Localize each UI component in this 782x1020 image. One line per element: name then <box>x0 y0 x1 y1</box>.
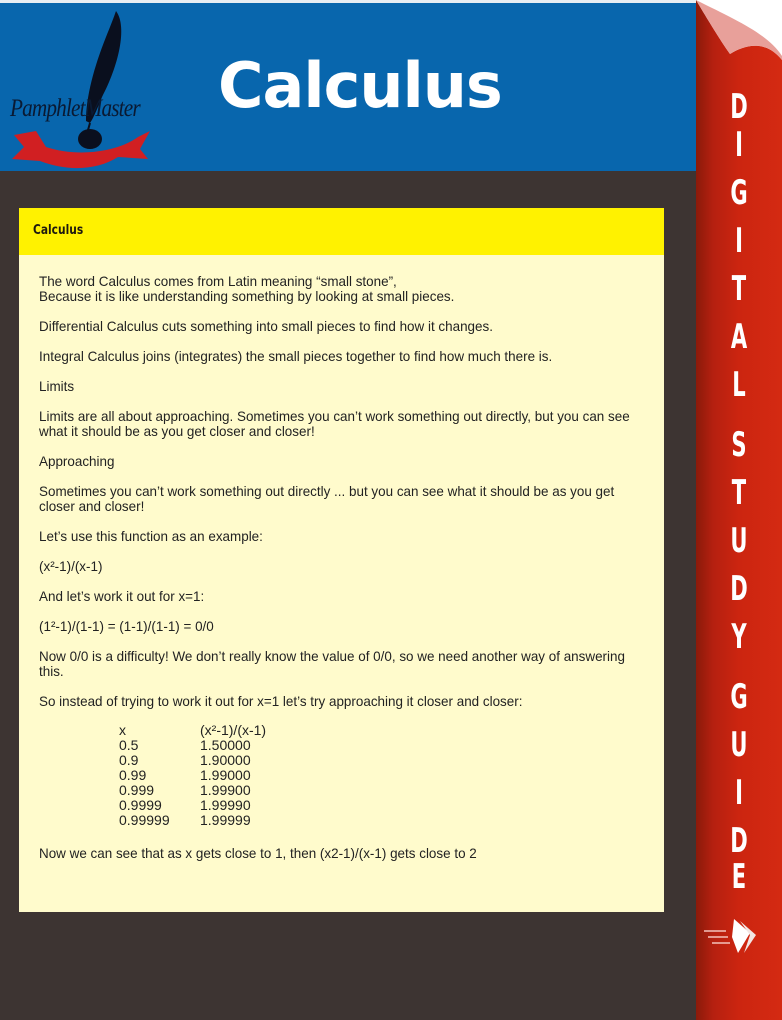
quill-icon <box>6 7 154 175</box>
values-table <box>119 723 266 828</box>
table-row <box>119 813 266 828</box>
paragraph: Because it is like understanding something by looking at small pieces. <box>39 288 455 304</box>
table-cell: 0.9999 <box>119 797 162 813</box>
panel-heading: Calculus <box>33 223 84 238</box>
spine-letter: I <box>735 221 743 261</box>
table-cell: 1.90000 <box>200 752 251 768</box>
table-row <box>119 768 266 783</box>
spine-letter: D <box>730 87 748 127</box>
section-label-approaching: Approaching <box>39 453 115 469</box>
table-cell: 1.99999 <box>200 812 251 828</box>
table-header: x <box>119 722 126 738</box>
spine-letter: U <box>730 521 748 561</box>
section-label-limits: Limits <box>39 378 75 394</box>
pamphlet-master-logo <box>6 7 154 175</box>
spine-letter: U <box>730 725 748 765</box>
conclusion: Now we can see that as x gets close to 1, then (x2-1)/(x-1) gets close to 2 <box>39 845 477 861</box>
spine-letter: Y <box>731 617 747 657</box>
paragraph: Differential Calculus cuts something into small pieces to find how it changes. <box>39 318 493 334</box>
spine-letter: I <box>735 773 743 813</box>
paragraph: Now 0/0 is a difficulty! We don’t really know the value of 0/0, so we need another way of answering this. <box>39 648 625 679</box>
table-cell: 1.50000 <box>200 737 251 753</box>
spine-letter: G <box>730 677 748 717</box>
spine-letter: L <box>732 365 746 405</box>
page-title: Calculus <box>218 49 502 122</box>
paragraph: Integral Calculus joins (integrates) the small pieces together to find how much there is. <box>39 348 553 364</box>
spine-letter: I <box>735 125 743 165</box>
table-row <box>119 738 266 753</box>
table-cell: 0.9 <box>119 752 139 768</box>
panel-body <box>39 274 639 724</box>
spine-letter: D <box>730 821 748 861</box>
spine-letter: S <box>731 425 747 465</box>
table-cell: 1.99990 <box>200 797 251 813</box>
book-logo-icon <box>704 915 764 955</box>
table-cell: 1.99900 <box>200 782 251 798</box>
paragraph: Sometimes you can’t work something out directly ... but you can see what it should be as you get closer and closer! <box>39 483 615 514</box>
spine-letter: E <box>731 857 747 897</box>
paragraph: Limits are all about approaching. Sometimes you can’t work something out directly, but you can see what it should be as you get closer and closer! <box>39 408 630 439</box>
table-header-row <box>119 723 266 738</box>
spine-letter: T <box>731 269 747 309</box>
paragraph: So instead of trying to work it out for x=1 let’s try approaching it closer and closer: <box>39 693 523 709</box>
paragraph: And let’s work it out for x=1: <box>39 588 205 604</box>
paragraph: The word Calculus comes from Latin meaning “small stone”, <box>39 273 397 289</box>
page-curl-icon <box>696 0 782 60</box>
spine <box>696 0 782 1020</box>
table-row <box>119 783 266 798</box>
formula: (x²-1)/(x-1) <box>39 558 103 574</box>
table-row <box>119 798 266 813</box>
spine-letter: A <box>730 317 748 357</box>
panel-heading-bar <box>19 208 664 255</box>
table-cell: 0.99 <box>119 767 147 783</box>
table-cell: 0.5 <box>119 737 139 753</box>
spine-letter: D <box>730 569 748 609</box>
table-cell: 1.99000 <box>200 767 251 783</box>
table-cell: 0.99999 <box>119 812 170 828</box>
paragraph: Let’s use this function as an example: <box>39 528 263 544</box>
table-row <box>119 753 266 768</box>
formula: (1²-1)/(1-1) = (1-1)/(1-1) = 0/0 <box>39 618 214 634</box>
table-cell: 0.999 <box>119 782 155 798</box>
logo-text: PamphletMaster <box>10 95 140 122</box>
spine-letter: T <box>731 473 747 513</box>
content-panel <box>19 208 664 912</box>
table-header: (x²-1)/(x-1) <box>200 722 267 738</box>
cover-header <box>0 0 696 171</box>
spine-letter: G <box>730 173 748 213</box>
